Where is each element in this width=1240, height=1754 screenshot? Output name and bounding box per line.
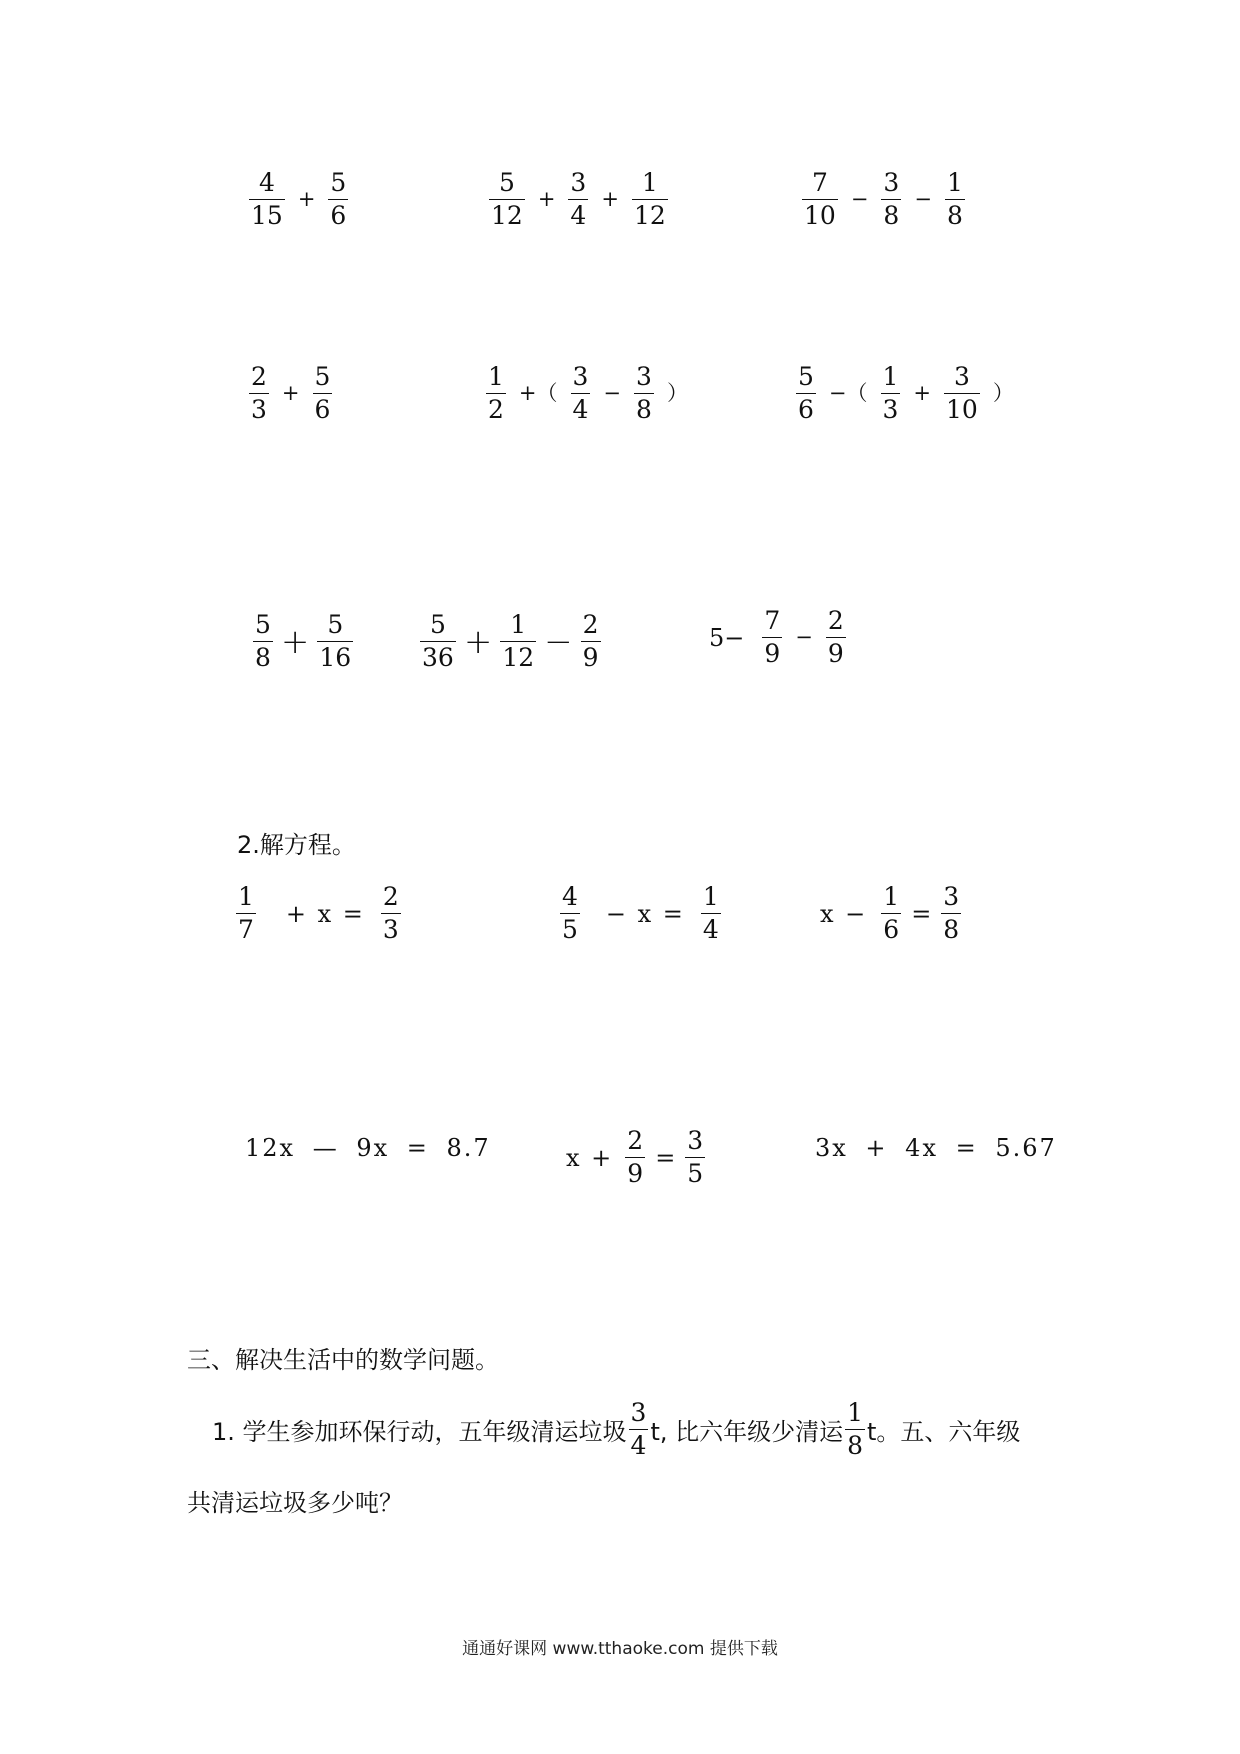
denominator: 3 xyxy=(251,395,267,425)
operator: − xyxy=(914,187,932,212)
equation-2-2 xyxy=(566,1128,709,1188)
fraction xyxy=(944,364,980,424)
denominator: 5 xyxy=(562,915,578,945)
numerator: 2 xyxy=(582,610,599,639)
equals-sign: = xyxy=(655,1143,676,1172)
numerator: 2 xyxy=(251,362,267,391)
fraction xyxy=(317,612,353,672)
denominator: 4 xyxy=(572,395,589,425)
denominator: 8 xyxy=(883,201,900,231)
numerator: 3 xyxy=(943,882,960,911)
denominator: 6 xyxy=(314,395,331,425)
operator: + xyxy=(537,187,556,212)
fraction xyxy=(701,884,721,944)
denominator: 36 xyxy=(422,643,454,673)
numerator: 3 xyxy=(687,1126,704,1155)
numerator: 5 xyxy=(429,610,446,639)
denominator: 16 xyxy=(319,643,352,673)
calc-2-2 xyxy=(482,364,697,424)
numerator: 1 xyxy=(238,882,254,911)
close-paren: ） xyxy=(666,381,688,406)
close-paren: ） xyxy=(992,381,1014,406)
numerator: 1 xyxy=(883,882,900,911)
numerator: 1 xyxy=(510,610,527,639)
operator: −（ xyxy=(828,381,868,406)
fraction xyxy=(381,884,401,944)
denominator: 12 xyxy=(491,201,523,231)
numerator: 1 xyxy=(946,168,963,197)
calc-1-2 xyxy=(485,170,672,230)
calc-2-3 xyxy=(792,364,1023,424)
denominator: 3 xyxy=(382,915,399,945)
operator: − xyxy=(603,381,622,406)
numerator: 3 xyxy=(630,1398,647,1427)
problem-1-line-2: 共清运垃圾多少吨？ xyxy=(187,1489,403,1517)
equation-text: 3x + 4x = 5.67 xyxy=(815,1134,1057,1162)
numerator: 1 xyxy=(702,882,719,911)
denominator: 6 xyxy=(330,201,347,231)
equation-middle: + x = xyxy=(285,899,365,928)
fraction xyxy=(568,170,588,230)
numerator: 1 xyxy=(641,168,658,197)
operator: + xyxy=(463,621,493,662)
denominator: 8 xyxy=(847,1431,864,1461)
fraction xyxy=(500,612,536,672)
problem-text: t。五、六年级 xyxy=(867,1418,1021,1447)
operator: − xyxy=(544,621,573,662)
fraction xyxy=(249,364,269,424)
numerator: 2 xyxy=(382,882,399,911)
numerator: 5 xyxy=(255,610,271,639)
equation-1-2 xyxy=(556,884,725,944)
denominator: 10 xyxy=(804,201,836,231)
denominator: 4 xyxy=(702,915,719,945)
calc-3-1 xyxy=(249,612,357,672)
fraction xyxy=(881,884,901,944)
denominator: 15 xyxy=(251,201,283,231)
numerator: 3 xyxy=(953,362,970,391)
fraction xyxy=(629,1400,649,1460)
numerator: 3 xyxy=(883,168,900,197)
fraction xyxy=(486,364,506,424)
operator: + xyxy=(601,187,619,212)
denominator: 8 xyxy=(943,915,960,945)
fraction xyxy=(420,612,456,672)
fraction xyxy=(634,364,654,424)
problem-text: t, 比六年级少清运 xyxy=(650,1418,844,1447)
denominator: 6 xyxy=(798,395,814,425)
fraction xyxy=(685,1128,705,1188)
operator: − xyxy=(795,625,813,650)
calc-3-2 xyxy=(416,612,605,672)
denominator: 9 xyxy=(764,639,781,669)
equation-prefix: x + xyxy=(566,1143,614,1172)
numerator: 5 xyxy=(498,168,515,197)
fraction xyxy=(236,884,256,944)
equation-1-1 xyxy=(232,884,405,944)
numerator: 7 xyxy=(811,168,828,197)
fraction xyxy=(571,364,591,424)
numerator: 1 xyxy=(847,1398,864,1427)
fraction xyxy=(560,884,580,944)
operator: + xyxy=(913,381,932,406)
denominator: 12 xyxy=(502,643,535,673)
denominator: 10 xyxy=(946,395,978,425)
operator: + xyxy=(297,187,316,212)
numerator: 2 xyxy=(827,606,844,635)
numerator: 7 xyxy=(764,606,781,635)
denominator: 9 xyxy=(627,1159,644,1189)
calc-2-1 xyxy=(245,364,336,424)
page-footer: 通通好课网 www.tthaoke.com 提供下载 xyxy=(462,1639,778,1659)
fraction xyxy=(249,170,285,230)
operator: + xyxy=(280,621,310,662)
denominator: 3 xyxy=(882,395,899,425)
fraction xyxy=(328,170,348,230)
fraction xyxy=(253,612,273,672)
fraction xyxy=(881,364,901,424)
denominator: 8 xyxy=(946,201,963,231)
denominator: 2 xyxy=(488,395,504,425)
equation-text: 12x — 9x = 8.7 xyxy=(245,1134,491,1162)
equation-middle: − x = xyxy=(605,899,685,928)
fraction xyxy=(826,608,846,668)
numerator: 1 xyxy=(488,362,504,391)
equation-prefix: x − xyxy=(820,899,868,928)
fraction xyxy=(802,170,838,230)
operator: +（ xyxy=(518,381,558,406)
numerator: 5 xyxy=(327,610,344,639)
denominator: 7 xyxy=(238,915,254,945)
numerator: 3 xyxy=(636,362,652,391)
denominator: 9 xyxy=(582,643,599,673)
numerator: 1 xyxy=(882,362,899,391)
denominator: 9 xyxy=(827,639,844,669)
fraction xyxy=(489,170,525,230)
denominator: 4 xyxy=(630,1431,647,1461)
calc-1-1 xyxy=(245,170,352,230)
equation-2-3 xyxy=(815,1136,1057,1160)
fraction xyxy=(762,608,782,668)
denominator: 8 xyxy=(255,643,271,673)
fraction xyxy=(796,364,816,424)
denominator: 5 xyxy=(687,1159,704,1189)
numerator: 4 xyxy=(258,168,275,197)
fraction xyxy=(313,364,333,424)
numerator: 4 xyxy=(562,882,578,911)
denominator: 6 xyxy=(883,915,900,945)
operator: + xyxy=(281,381,300,406)
equation-section-title: 2.解方程。 xyxy=(237,831,356,859)
denominator: 4 xyxy=(570,201,587,231)
fraction xyxy=(881,170,901,230)
denominator: 8 xyxy=(636,395,652,425)
expression-prefix: 5− xyxy=(709,623,745,652)
section-3-title: 三、解决生活中的数学问题。 xyxy=(187,1346,499,1374)
equation-2-1 xyxy=(245,1136,491,1160)
fraction xyxy=(941,884,961,944)
fraction xyxy=(945,170,965,230)
calc-3-3 xyxy=(709,608,850,668)
problem-text: 1. 学生参加环保行动，五年级清运垃圾 xyxy=(212,1418,627,1447)
fraction xyxy=(625,1128,645,1188)
calc-1-3 xyxy=(798,170,969,230)
numerator: 2 xyxy=(627,1126,644,1155)
fraction xyxy=(845,1400,865,1460)
equation-1-3 xyxy=(820,884,965,944)
problem-1-line-1 xyxy=(212,1400,1020,1460)
numerator: 3 xyxy=(572,362,589,391)
fraction xyxy=(632,170,668,230)
denominator: 12 xyxy=(633,201,666,231)
fraction xyxy=(581,612,601,672)
operator: − xyxy=(850,187,869,212)
numerator: 3 xyxy=(570,168,587,197)
numerator: 5 xyxy=(798,362,814,391)
numerator: 5 xyxy=(314,362,331,391)
numerator: 5 xyxy=(330,168,347,197)
equals-sign: = xyxy=(911,899,932,928)
